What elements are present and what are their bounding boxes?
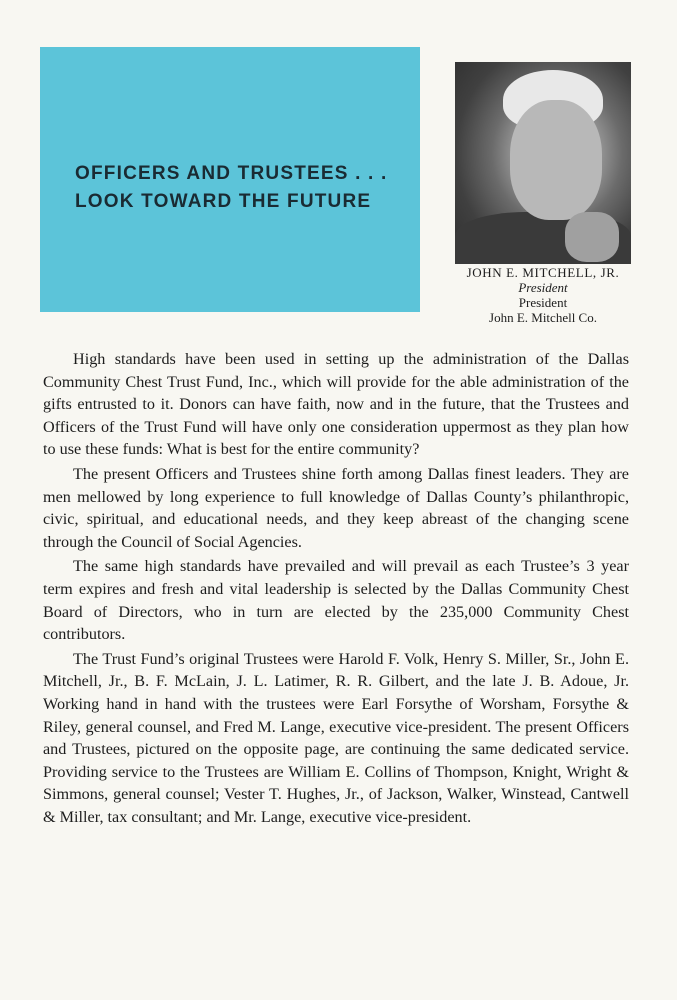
body-text: [43, 348, 629, 830]
paragraph-4: The Trust Fund’s original Trustees were Harold F. Volk, Henry S. Miller, Sr., John E. Mitchell, Jr., B. F. McLain, J. L. Latimer, R. R. Gilbert, and the late J. B. Adoue, Jr. Working hand in hand with the trustees were Earl Forsythe of Worsham, Forsythe & Riley, general counsel, and Fred M. Lange, executive vice-president. The present Officers and Trustees, pictured on the opposite page, are continuing the same dedicated service. Providing service to the Trustees are William E. Collins of Thompson, Knight, Wright & Simmons, general counsel; Vester T. Hughes, Jr., of Jackson, Walker, Winstead, Cantwell & Miller, tax consultant; and Mr. Lange, executive vice-president.: [43, 649, 629, 826]
portrait-name: JOHN E. MITCHELL, JR.: [466, 265, 620, 280]
portrait-photo: [455, 62, 631, 264]
portrait-company: John E. Mitchell Co.: [489, 310, 597, 325]
paragraph-2: The present Officers and Trustees shine forth among Dallas finest leaders. They are men mellowed by long experience to full knowledge of Dallas County’s philanthropic, civic, spiritual, and educational needs, and they keep abreast of the changing scene through the Council of Social Agencies.: [43, 464, 629, 551]
portrait-caption: [440, 265, 646, 325]
page-title: [75, 160, 415, 216]
portrait-role: President: [518, 280, 568, 295]
paragraph-1: High standards have been used in setting up the administration of the Dallas Community Chest Trust Fund, Inc., which will provide for the able administration of the gifts entrusted to it. Donors can have faith, now and in the future, that the Trustees and Officers of the Trust Fund will have only one consideration uppermost as they plan how to use these funds: What is best for the entire community?: [43, 350, 629, 459]
title-line-1: OFFICERS AND TRUSTEES . . .: [75, 163, 388, 184]
title-line-2: LOOK TOWARD THE FUTURE: [75, 191, 372, 212]
paragraph-3: The same high standards have prevailed and will prevail as each Trustee’s 3 year term expires and fresh and vital leadership is selected by the Dallas Community Chest Board of Directors, who in turn are elected by the 235,000 Community Chest contributors.: [43, 557, 629, 644]
portrait-title: President: [518, 295, 568, 310]
